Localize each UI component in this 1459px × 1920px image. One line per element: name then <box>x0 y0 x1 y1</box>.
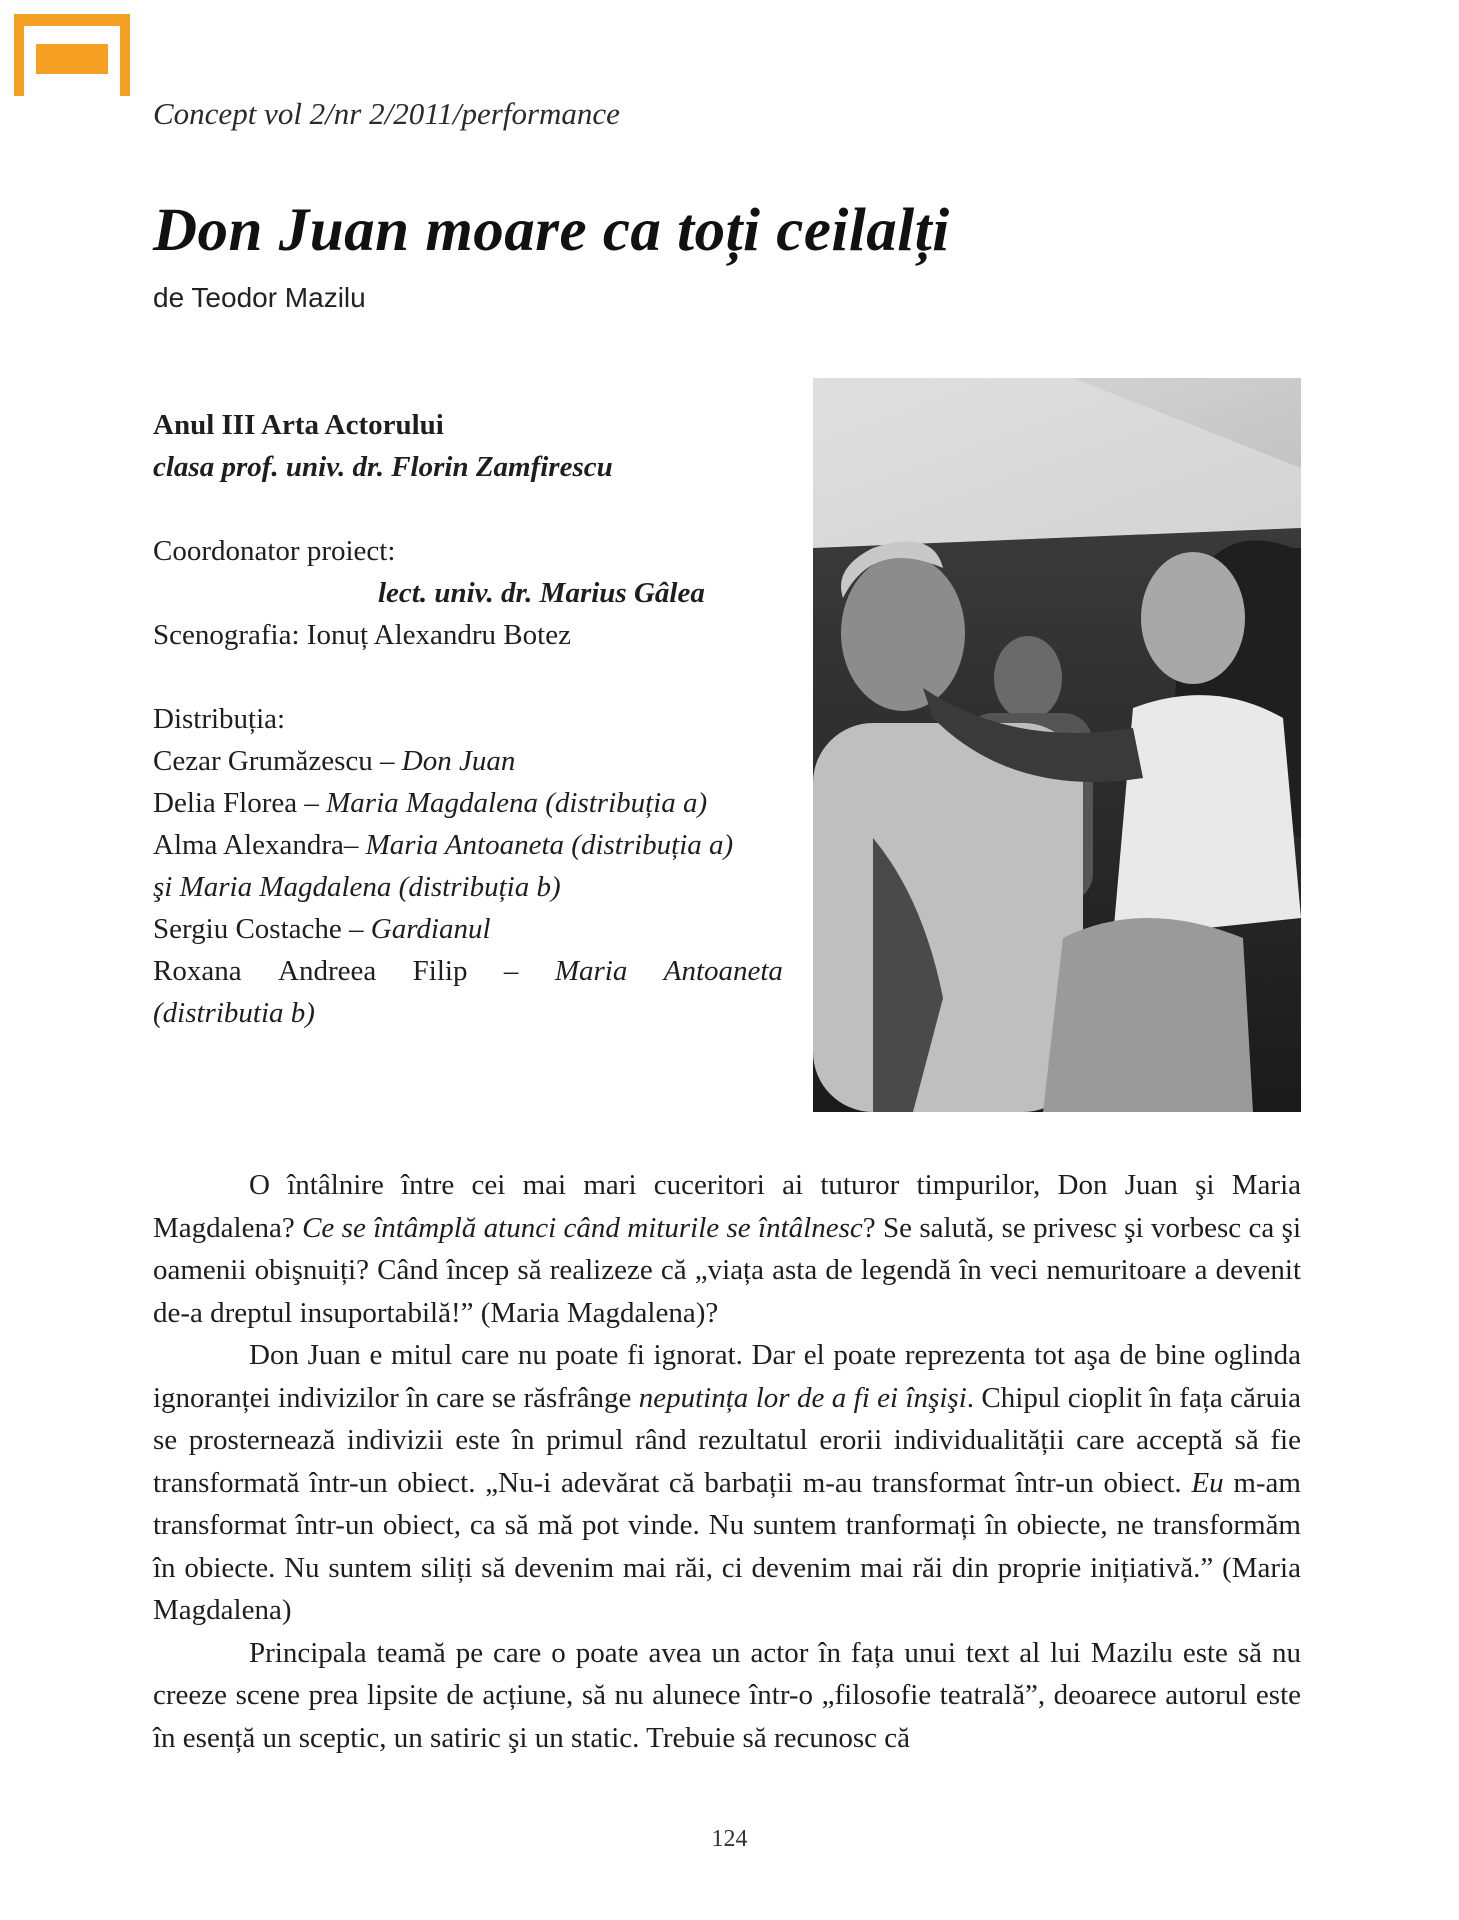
body-paragraph: Don Juan e mitul care nu poate fi ignorat. Dar el poate reprezenta tot aşa de bine oglinda ignoranței indivizilor în care se răsfrânge neputința lor de a fi ei înşişi. Chipul cioplit în fața căruia se prosternează indivizii este în primul rând rezultatul erorii individualității care acceptă să fie transformată într-un obiect. „Nu-i adevărat că barbații m-au transformat într-un obiect. Eu m-am transformat într-un obiect, ca să mă pot vinde. Nu suntem tranformați în obiecte, ne transformăm în obiecte. Nu suntem siliți să devenim mai răi, ci devenim mai răi din proprie inițiativă.” (Maria Magdalena) <box>153 1339 1301 1626</box>
cast-line: Sergiu Costache – Gardianul <box>153 913 491 945</box>
coordinator-name: lect. univ. dr. Marius Gâlea <box>378 577 705 609</box>
body-paragraph: Principala teamă pe care o poate avea un actor în fața unui text al lui Mazilu este să nu creeze scene prea lipsite de acțiune, să nu alunece într-o „filosofie teatrală”, deoarece autorul este în esență un sceptic, un satiric şi un static. Trebuie să recunosc că <box>153 1636 1301 1754</box>
page-number: 124 <box>711 1826 748 1852</box>
cast-line: Roxana Andreea Filip – Maria Antoaneta <box>153 955 783 987</box>
coordinator-label: Coordonator proiect: <box>153 535 396 567</box>
cast-line: Alma Alexandra– Maria Antoaneta (distribuția a) <box>153 829 734 861</box>
cast-label: Distribuția: <box>153 703 286 735</box>
journal-header: Concept vol 2/nr 2/2011/performance <box>153 96 620 131</box>
article-body <box>153 1164 1301 1759</box>
program-line: Anul III Arta Actorului <box>153 409 444 441</box>
cast-line: Cezar Grumăzescu – Don Juan <box>153 745 516 777</box>
scenography-line: Scenografia: Ionuț Alexandru Botez <box>153 619 571 651</box>
journal-frame-logo <box>14 14 130 96</box>
cast-line: şi Maria Magdalena (distribuția b) <box>153 871 561 903</box>
body-paragraph: O întâlnire între cei mai mari cuceritori ai tuturor timpurilor, Don Juan şi Maria Magdalena? Ce se întâmplă atunci când miturile se întâlnesc? Se salută, se privesc şi vorbesc ca şi oamenii obişnuiți? Când încep să realizeze că „viața asta de legendă în veci nemuritoare a devenit de-a dreptul insuportabilă!” (Maria Magdalena)? <box>153 1169 1302 1329</box>
credits-block <box>153 404 783 1034</box>
class-line: clasa prof. univ. dr. Florin Zamfirescu <box>153 451 613 483</box>
cast-line: Delia Florea – Maria Magdalena (distribuția a) <box>153 787 708 819</box>
stage-photo-icon <box>813 378 1301 1112</box>
cast-line-continued: (distributia b) <box>153 997 315 1029</box>
article-title: Don Juan moare ca toți ceilalți <box>153 197 950 264</box>
article-author: de Teodor Mazilu <box>153 282 366 313</box>
